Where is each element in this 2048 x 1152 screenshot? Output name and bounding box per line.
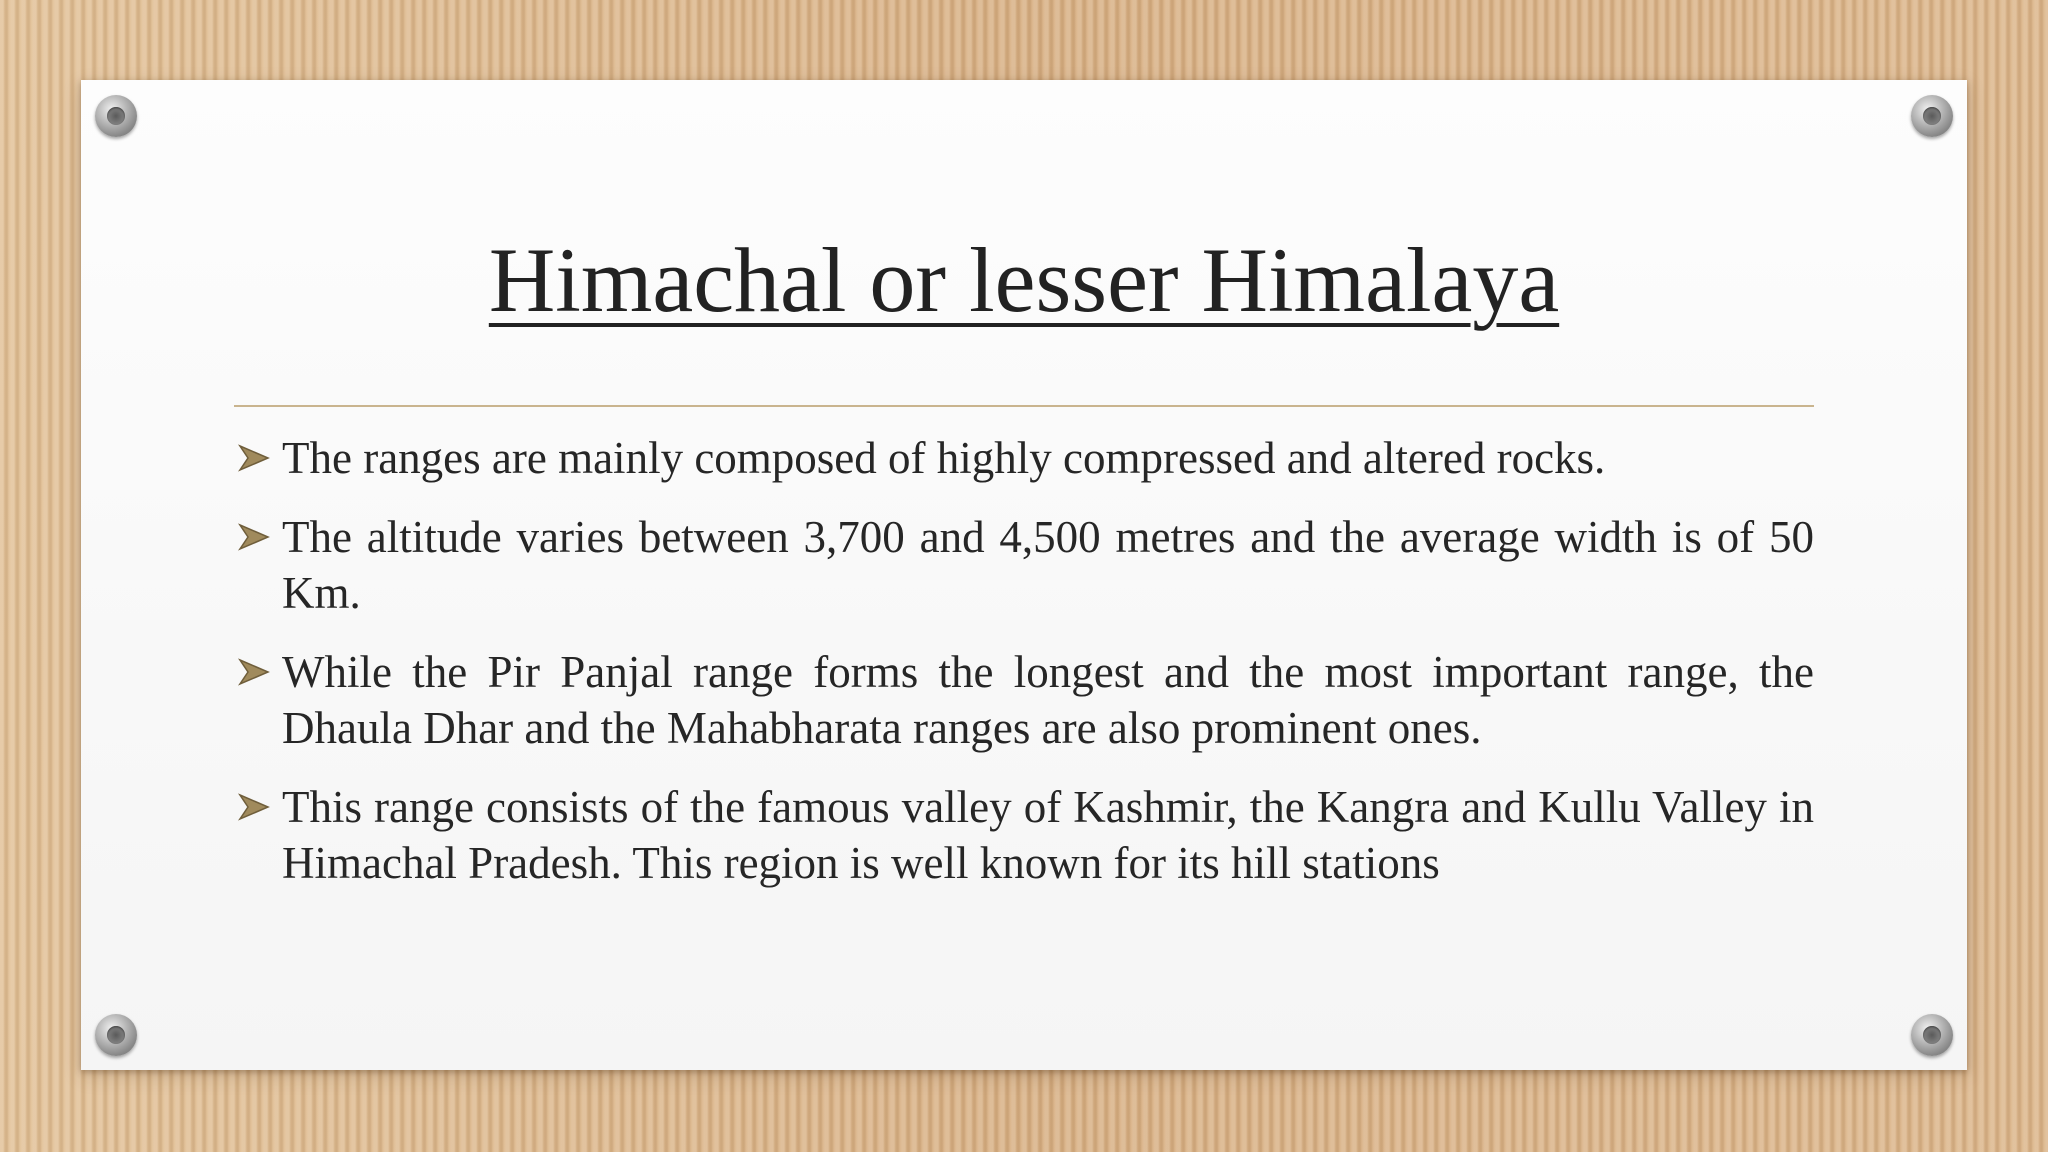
- bullet-text: The ranges are mainly composed of highly compressed and altered rocks.: [282, 433, 1606, 483]
- arrow-bullet-icon: [236, 654, 272, 690]
- grommet-icon: [1911, 95, 1953, 137]
- arrow-bullet-icon: [236, 440, 272, 476]
- arrow-bullet-icon: [236, 789, 272, 825]
- title-divider: [234, 405, 1814, 407]
- bullet-text: The altitude varies between 3,700 and 4,500 metres and the average width is of 50 Km.: [282, 512, 1814, 618]
- list-item: [234, 779, 1814, 891]
- list-item: [234, 644, 1814, 756]
- slide-title-text: Himachal or lesser Himalaya: [488, 229, 1560, 331]
- grommet-icon: [1911, 1014, 1953, 1056]
- bullet-list: [234, 430, 1814, 914]
- grommet-icon: [95, 95, 137, 137]
- list-item: [234, 430, 1814, 486]
- bullet-text: This range consists of the famous valley of Kashmir, the Kangra and Kullu Valley in Himachal Pradesh. This region is well known for its hill stations: [282, 782, 1814, 888]
- list-item: [234, 509, 1814, 621]
- bullet-text: While the Pir Panjal range forms the longest and the most important range, the Dhaula Dhar and the Mahabharata ranges are also prominent ones.: [282, 647, 1814, 753]
- arrow-bullet-icon: [236, 519, 272, 555]
- slide-title: [0, 225, 2048, 335]
- grommet-icon: [95, 1014, 137, 1056]
